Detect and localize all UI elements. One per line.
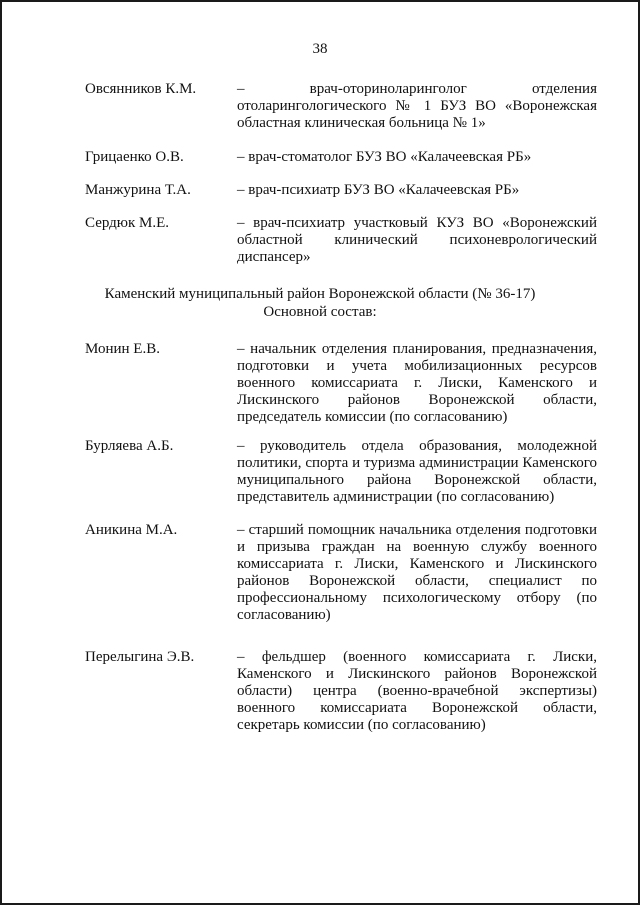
member-position: – врач-стоматолог БУЗ ВО «Калачеевская РБ» bbox=[237, 149, 532, 165]
member-name: Манжурина Т.А. bbox=[85, 182, 191, 198]
member-name: Монин Е.В. bbox=[85, 341, 160, 357]
page-number: 38 bbox=[312, 41, 328, 57]
member-position: – фельдшер (военного комиссариата г. Лиски, Каменского и Лискинского районов Воронежской области) центра (военно-врачебной экспертизы) военного комиссариата Воронежской области, секретарь комиссии (по согласованию) bbox=[237, 649, 597, 733]
member-position: – старший помощник начальника отделения подготовки и призыва граждан на военную службу военного комиссариата г. Лиски, Каменского и Лискинского районов Воронежской области, специалист по профессиональному психологическому отбору (по согласованию) bbox=[237, 522, 597, 623]
member-name: Овсянников К.М. bbox=[85, 81, 197, 97]
member-name: Сердюк М.Е. bbox=[85, 215, 170, 231]
member-name: Аникина М.А. bbox=[85, 522, 178, 538]
member-name: Бурляева А.Б. bbox=[85, 438, 174, 454]
member-position: – врач-оториноларинголог отделения отоларингологического № 1 БУЗ ВО «Воронежская областная клиническая больница № 1» bbox=[237, 81, 597, 131]
member-position: – начальник отделения планирования, предназначения, подготовки и учета мобилизационных ресурсов военного комиссариата г. Лиски, Каменского и Лискинского районов Воронежской области, председатель комиссии (по согласованию) bbox=[237, 341, 597, 425]
section-title: Каменский муниципальный район Воронежской области (№ 36-17) bbox=[104, 286, 536, 302]
member-position: – врач-психиатр БУЗ ВО «Калачеевская РБ» bbox=[237, 182, 520, 198]
section-subtitle: Основной состав: bbox=[263, 304, 377, 320]
member-position: – руководитель отдела образования, молодежной политики, спорта и туризма администрации Каменского муниципального района Воронежской области, представитель администрации (по согласованию) bbox=[237, 438, 597, 505]
member-name: Грицаенко О.В. bbox=[85, 149, 184, 165]
member-name: Перелыгина Э.В. bbox=[85, 649, 195, 665]
member-position: – врач-психиатр участковый КУЗ ВО «Воронежский областной клинический психоневрологический диспансер» bbox=[237, 215, 597, 265]
